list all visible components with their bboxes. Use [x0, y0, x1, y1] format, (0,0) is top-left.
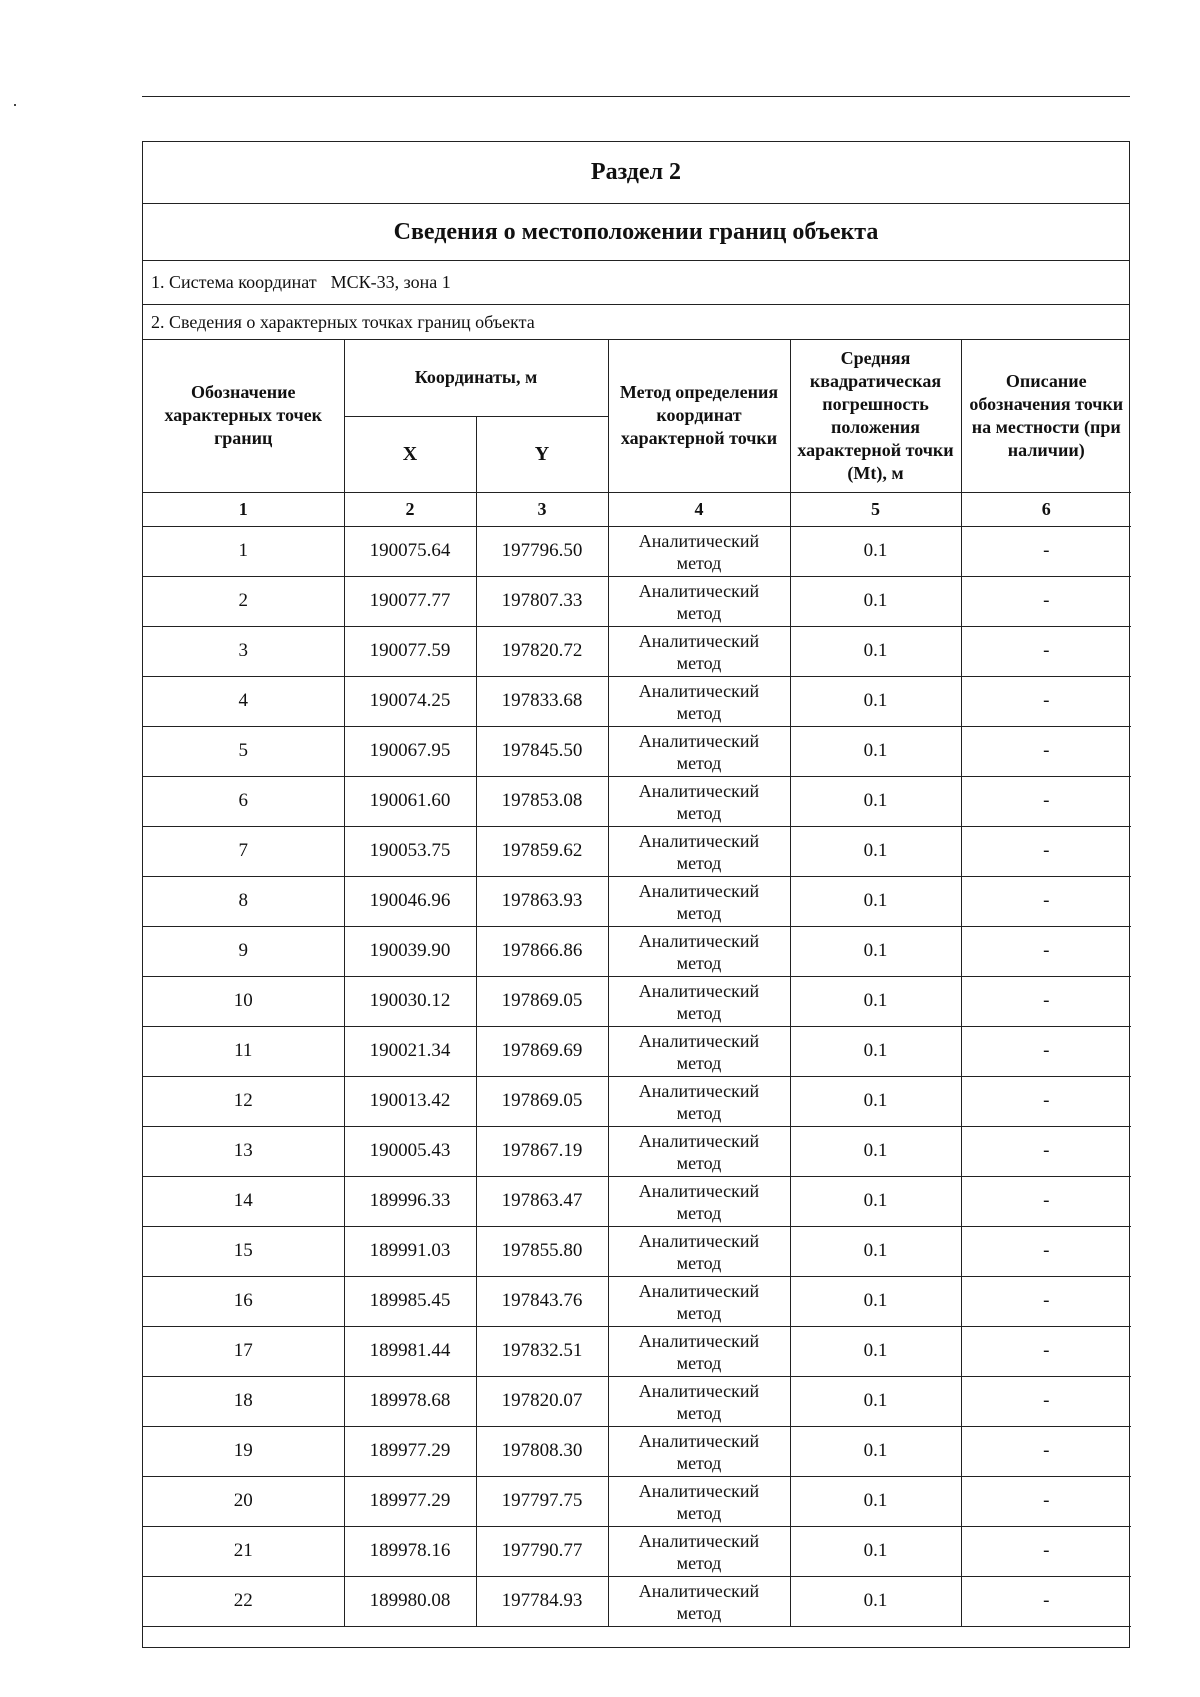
method-cell	[608, 826, 790, 876]
column-number: 6	[961, 492, 1131, 526]
method-line-1: Аналитический	[638, 1480, 760, 1501]
column-number: 2	[344, 492, 476, 526]
accuracy-cell: 0.1	[790, 1376, 961, 1426]
method-cell	[608, 626, 790, 676]
x-coordinate-cell: 189985.45	[344, 1276, 476, 1326]
method-line-2: метод	[676, 1202, 722, 1223]
method-line-2: метод	[676, 1602, 722, 1623]
method-line-1: Аналитический	[638, 1330, 760, 1351]
method-line-2: метод	[676, 1252, 722, 1273]
method-line-2: метод	[676, 952, 722, 973]
method-line-2: метод	[676, 1552, 722, 1573]
table-row	[143, 526, 1131, 576]
description-cell: -	[961, 826, 1131, 876]
y-coordinate-cell: 197869.05	[476, 976, 608, 1026]
description-cell: -	[961, 1126, 1131, 1176]
table-row	[143, 1576, 1131, 1626]
accuracy-cell: 0.1	[790, 1076, 961, 1126]
y-coordinate-cell: 197843.76	[476, 1276, 608, 1326]
method-cell	[608, 726, 790, 776]
accuracy-cell: 0.1	[790, 1126, 961, 1176]
table-row	[143, 626, 1131, 676]
coord-system-label: 1. Система координат	[151, 272, 317, 292]
column-number: 5	[790, 492, 961, 526]
method-line-2: метод	[676, 1302, 722, 1323]
description-cell: -	[961, 576, 1131, 626]
method-line-1: Аналитический	[638, 1580, 760, 1601]
header-description: Описание обозначения точки на местности (при наличии)	[961, 340, 1131, 492]
method-line-1: Аналитический	[638, 780, 760, 801]
method-line-1: Аналитический	[638, 1180, 760, 1201]
method-line-1: Аналитический	[638, 880, 760, 901]
accuracy-cell: 0.1	[790, 1426, 961, 1476]
method-cell	[608, 776, 790, 826]
column-number: 3	[476, 492, 608, 526]
point-id-cell: 8	[143, 876, 344, 926]
point-id-cell: 11	[143, 1026, 344, 1076]
table-footer-row	[143, 1626, 1131, 1647]
method-line-1: Аналитический	[638, 1380, 760, 1401]
y-coordinate-cell: 197845.50	[476, 726, 608, 776]
point-id-cell: 7	[143, 826, 344, 876]
table-row	[143, 1026, 1131, 1076]
y-coordinate-cell: 197784.93	[476, 1576, 608, 1626]
method-line-2: метод	[676, 1002, 722, 1023]
accuracy-cell: 0.1	[790, 1326, 961, 1376]
x-coordinate-cell: 190077.59	[344, 626, 476, 676]
accuracy-cell: 0.1	[790, 1476, 961, 1526]
description-cell: -	[961, 976, 1131, 1026]
method-cell	[608, 526, 790, 576]
method-cell	[608, 576, 790, 626]
y-coordinate-cell: 197820.72	[476, 626, 608, 676]
x-coordinate-cell: 189981.44	[344, 1326, 476, 1376]
method-line-1: Аналитический	[638, 530, 760, 551]
table-row	[143, 1426, 1131, 1476]
y-coordinate-cell: 197796.50	[476, 526, 608, 576]
header-x: X	[344, 416, 476, 492]
x-coordinate-cell: 190005.43	[344, 1126, 476, 1176]
table-row	[143, 1376, 1131, 1426]
y-coordinate-cell: 197863.93	[476, 876, 608, 926]
top-rule	[142, 96, 1130, 97]
table-row	[143, 1276, 1131, 1326]
x-coordinate-cell: 189978.68	[344, 1376, 476, 1426]
point-id-cell: 2	[143, 576, 344, 626]
table-row	[143, 1176, 1131, 1226]
method-line-2: метод	[676, 802, 722, 823]
method-cell	[608, 1276, 790, 1326]
table-row	[143, 1076, 1131, 1126]
header-coordinates: Координаты, м	[344, 340, 608, 416]
y-coordinate-cell: 197869.69	[476, 1026, 608, 1076]
point-id-cell: 17	[143, 1326, 344, 1376]
method-line-1: Аналитический	[638, 930, 760, 951]
points-table-body	[143, 526, 1131, 1626]
method-line-2: метод	[676, 1452, 722, 1473]
method-line-2: метод	[676, 1402, 722, 1423]
points-table	[143, 340, 1131, 1647]
point-id-cell: 3	[143, 626, 344, 676]
point-id-cell: 1	[143, 526, 344, 576]
description-cell: -	[961, 1326, 1131, 1376]
point-id-cell: 10	[143, 976, 344, 1026]
y-coordinate-cell: 197859.62	[476, 826, 608, 876]
method-cell	[608, 1226, 790, 1276]
column-number-row	[143, 492, 1131, 526]
document-frame	[142, 141, 1130, 1648]
method-line-1: Аналитический	[638, 1230, 760, 1251]
method-cell	[608, 1376, 790, 1426]
accuracy-cell: 0.1	[790, 976, 961, 1026]
accuracy-cell: 0.1	[790, 1176, 961, 1226]
method-line-2: метод	[676, 702, 722, 723]
x-coordinate-cell: 190053.75	[344, 826, 476, 876]
description-cell: -	[961, 1026, 1131, 1076]
accuracy-cell: 0.1	[790, 576, 961, 626]
description-cell: -	[961, 1276, 1131, 1326]
method-line-2: метод	[676, 902, 722, 923]
table-row	[143, 676, 1131, 726]
method-line-1: Аналитический	[638, 1080, 760, 1101]
method-cell	[608, 1576, 790, 1626]
point-id-cell: 14	[143, 1176, 344, 1226]
table-row	[143, 1526, 1131, 1576]
x-coordinate-cell: 190013.42	[344, 1076, 476, 1126]
x-coordinate-cell: 189996.33	[344, 1176, 476, 1226]
x-coordinate-cell: 190067.95	[344, 726, 476, 776]
x-coordinate-cell: 190030.12	[344, 976, 476, 1026]
description-cell: -	[961, 1476, 1131, 1526]
x-coordinate-cell: 189977.29	[344, 1426, 476, 1476]
y-coordinate-cell: 197863.47	[476, 1176, 608, 1226]
x-coordinate-cell: 190075.64	[344, 526, 476, 576]
y-coordinate-cell: 197869.05	[476, 1076, 608, 1126]
table-row	[143, 976, 1131, 1026]
table-row	[143, 1126, 1131, 1176]
method-line-1: Аналитический	[638, 580, 760, 601]
method-line-1: Аналитический	[638, 980, 760, 1001]
accuracy-cell: 0.1	[790, 1026, 961, 1076]
y-coordinate-cell: 197820.07	[476, 1376, 608, 1426]
scan-speck	[14, 104, 16, 106]
table-row	[143, 826, 1131, 876]
description-cell: -	[961, 1176, 1131, 1226]
x-coordinate-cell: 190061.60	[344, 776, 476, 826]
method-cell	[608, 1476, 790, 1526]
y-coordinate-cell: 197833.68	[476, 676, 608, 726]
x-coordinate-cell: 189991.03	[344, 1226, 476, 1276]
point-id-cell: 12	[143, 1076, 344, 1126]
method-line-1: Аналитический	[638, 1280, 760, 1301]
method-cell	[608, 1326, 790, 1376]
header-method: Метод определения координат характерной точки	[608, 340, 790, 492]
description-cell: -	[961, 626, 1131, 676]
x-coordinate-cell: 189977.29	[344, 1476, 476, 1526]
coord-system-value: МСК-33, зона 1	[330, 272, 451, 292]
table-row	[143, 1326, 1131, 1376]
point-id-cell: 19	[143, 1426, 344, 1476]
method-line-2: метод	[676, 1052, 722, 1073]
column-number: 1	[143, 492, 344, 526]
table-row	[143, 1226, 1131, 1276]
method-line-1: Аналитический	[638, 730, 760, 751]
description-cell: -	[961, 676, 1131, 726]
accuracy-cell: 0.1	[790, 726, 961, 776]
table-row	[143, 926, 1131, 976]
point-id-cell: 4	[143, 676, 344, 726]
coord-system-row	[143, 261, 1129, 305]
accuracy-cell: 0.1	[790, 1576, 961, 1626]
method-line-2: метод	[676, 652, 722, 673]
point-id-cell: 16	[143, 1276, 344, 1326]
method-line-1: Аналитический	[638, 1130, 760, 1151]
accuracy-cell: 0.1	[790, 926, 961, 976]
description-cell: -	[961, 1526, 1131, 1576]
accuracy-cell: 0.1	[790, 626, 961, 676]
table-footer-cell	[143, 1626, 1131, 1647]
y-coordinate-cell: 197797.75	[476, 1476, 608, 1526]
description-cell: -	[961, 1226, 1131, 1276]
method-line-1: Аналитический	[638, 830, 760, 851]
point-id-cell: 5	[143, 726, 344, 776]
point-id-cell: 6	[143, 776, 344, 826]
x-coordinate-cell: 190077.77	[344, 576, 476, 626]
accuracy-cell: 0.1	[790, 526, 961, 576]
table-row	[143, 576, 1131, 626]
point-id-cell: 22	[143, 1576, 344, 1626]
description-cell: -	[961, 726, 1131, 776]
method-line-2: метод	[676, 1352, 722, 1373]
point-id-cell: 21	[143, 1526, 344, 1576]
description-cell: -	[961, 1426, 1131, 1476]
x-coordinate-cell: 190021.34	[344, 1026, 476, 1076]
accuracy-cell: 0.1	[790, 1226, 961, 1276]
accuracy-cell: 0.1	[790, 776, 961, 826]
accuracy-cell: 0.1	[790, 826, 961, 876]
accuracy-cell: 0.1	[790, 1276, 961, 1326]
method-line-2: метод	[676, 1102, 722, 1123]
x-coordinate-cell: 189980.08	[344, 1576, 476, 1626]
method-cell	[608, 1126, 790, 1176]
header-point-designation: Обозначение характерных точек границ	[143, 340, 344, 492]
header-y: Y	[476, 416, 608, 492]
accuracy-cell: 0.1	[790, 876, 961, 926]
y-coordinate-cell: 197832.51	[476, 1326, 608, 1376]
header-accuracy: Средняя квадратическая погрешность положения характерной точки (Mt), м	[790, 340, 961, 492]
table-row	[143, 1476, 1131, 1526]
y-coordinate-cell: 197866.86	[476, 926, 608, 976]
method-cell	[608, 876, 790, 926]
method-line-2: метод	[676, 1502, 722, 1523]
section-title: Раздел 2	[143, 142, 1129, 204]
description-cell: -	[961, 1376, 1131, 1426]
method-line-2: метод	[676, 752, 722, 773]
description-cell: -	[961, 926, 1131, 976]
method-cell	[608, 1026, 790, 1076]
y-coordinate-cell: 197790.77	[476, 1526, 608, 1576]
point-id-cell: 9	[143, 926, 344, 976]
method-line-1: Аналитический	[638, 1430, 760, 1451]
y-coordinate-cell: 197853.08	[476, 776, 608, 826]
method-line-2: метод	[676, 1152, 722, 1173]
description-cell: -	[961, 776, 1131, 826]
method-line-1: Аналитический	[638, 680, 760, 701]
description-cell: -	[961, 1076, 1131, 1126]
points-caption: 2. Сведения о характерных точках границ объекта	[143, 305, 1129, 340]
x-coordinate-cell: 190046.96	[344, 876, 476, 926]
method-cell	[608, 1076, 790, 1126]
method-line-1: Аналитический	[638, 1530, 760, 1551]
x-coordinate-cell: 190074.25	[344, 676, 476, 726]
method-cell	[608, 676, 790, 726]
accuracy-cell: 0.1	[790, 1526, 961, 1576]
point-id-cell: 20	[143, 1476, 344, 1526]
description-cell: -	[961, 1576, 1131, 1626]
method-line-2: метод	[676, 852, 722, 873]
method-line-1: Аналитический	[638, 630, 760, 651]
method-line-2: метод	[676, 602, 722, 623]
y-coordinate-cell: 197808.30	[476, 1426, 608, 1476]
y-coordinate-cell: 197855.80	[476, 1226, 608, 1276]
point-id-cell: 15	[143, 1226, 344, 1276]
column-number: 4	[608, 492, 790, 526]
table-row	[143, 776, 1131, 826]
description-cell: -	[961, 526, 1131, 576]
table-row	[143, 876, 1131, 926]
point-id-cell: 18	[143, 1376, 344, 1426]
method-cell	[608, 1526, 790, 1576]
y-coordinate-cell: 197807.33	[476, 576, 608, 626]
x-coordinate-cell: 190039.90	[344, 926, 476, 976]
table-row	[143, 726, 1131, 776]
method-cell	[608, 976, 790, 1026]
y-coordinate-cell: 197867.19	[476, 1126, 608, 1176]
accuracy-cell: 0.1	[790, 676, 961, 726]
method-line-1: Аналитический	[638, 1030, 760, 1051]
method-cell	[608, 926, 790, 976]
x-coordinate-cell: 189978.16	[344, 1526, 476, 1576]
section-subtitle: Сведения о местоположении границ объекта	[143, 204, 1129, 261]
method-line-2: метод	[676, 552, 722, 573]
method-cell	[608, 1426, 790, 1476]
point-id-cell: 13	[143, 1126, 344, 1176]
description-cell: -	[961, 876, 1131, 926]
method-cell	[608, 1176, 790, 1226]
